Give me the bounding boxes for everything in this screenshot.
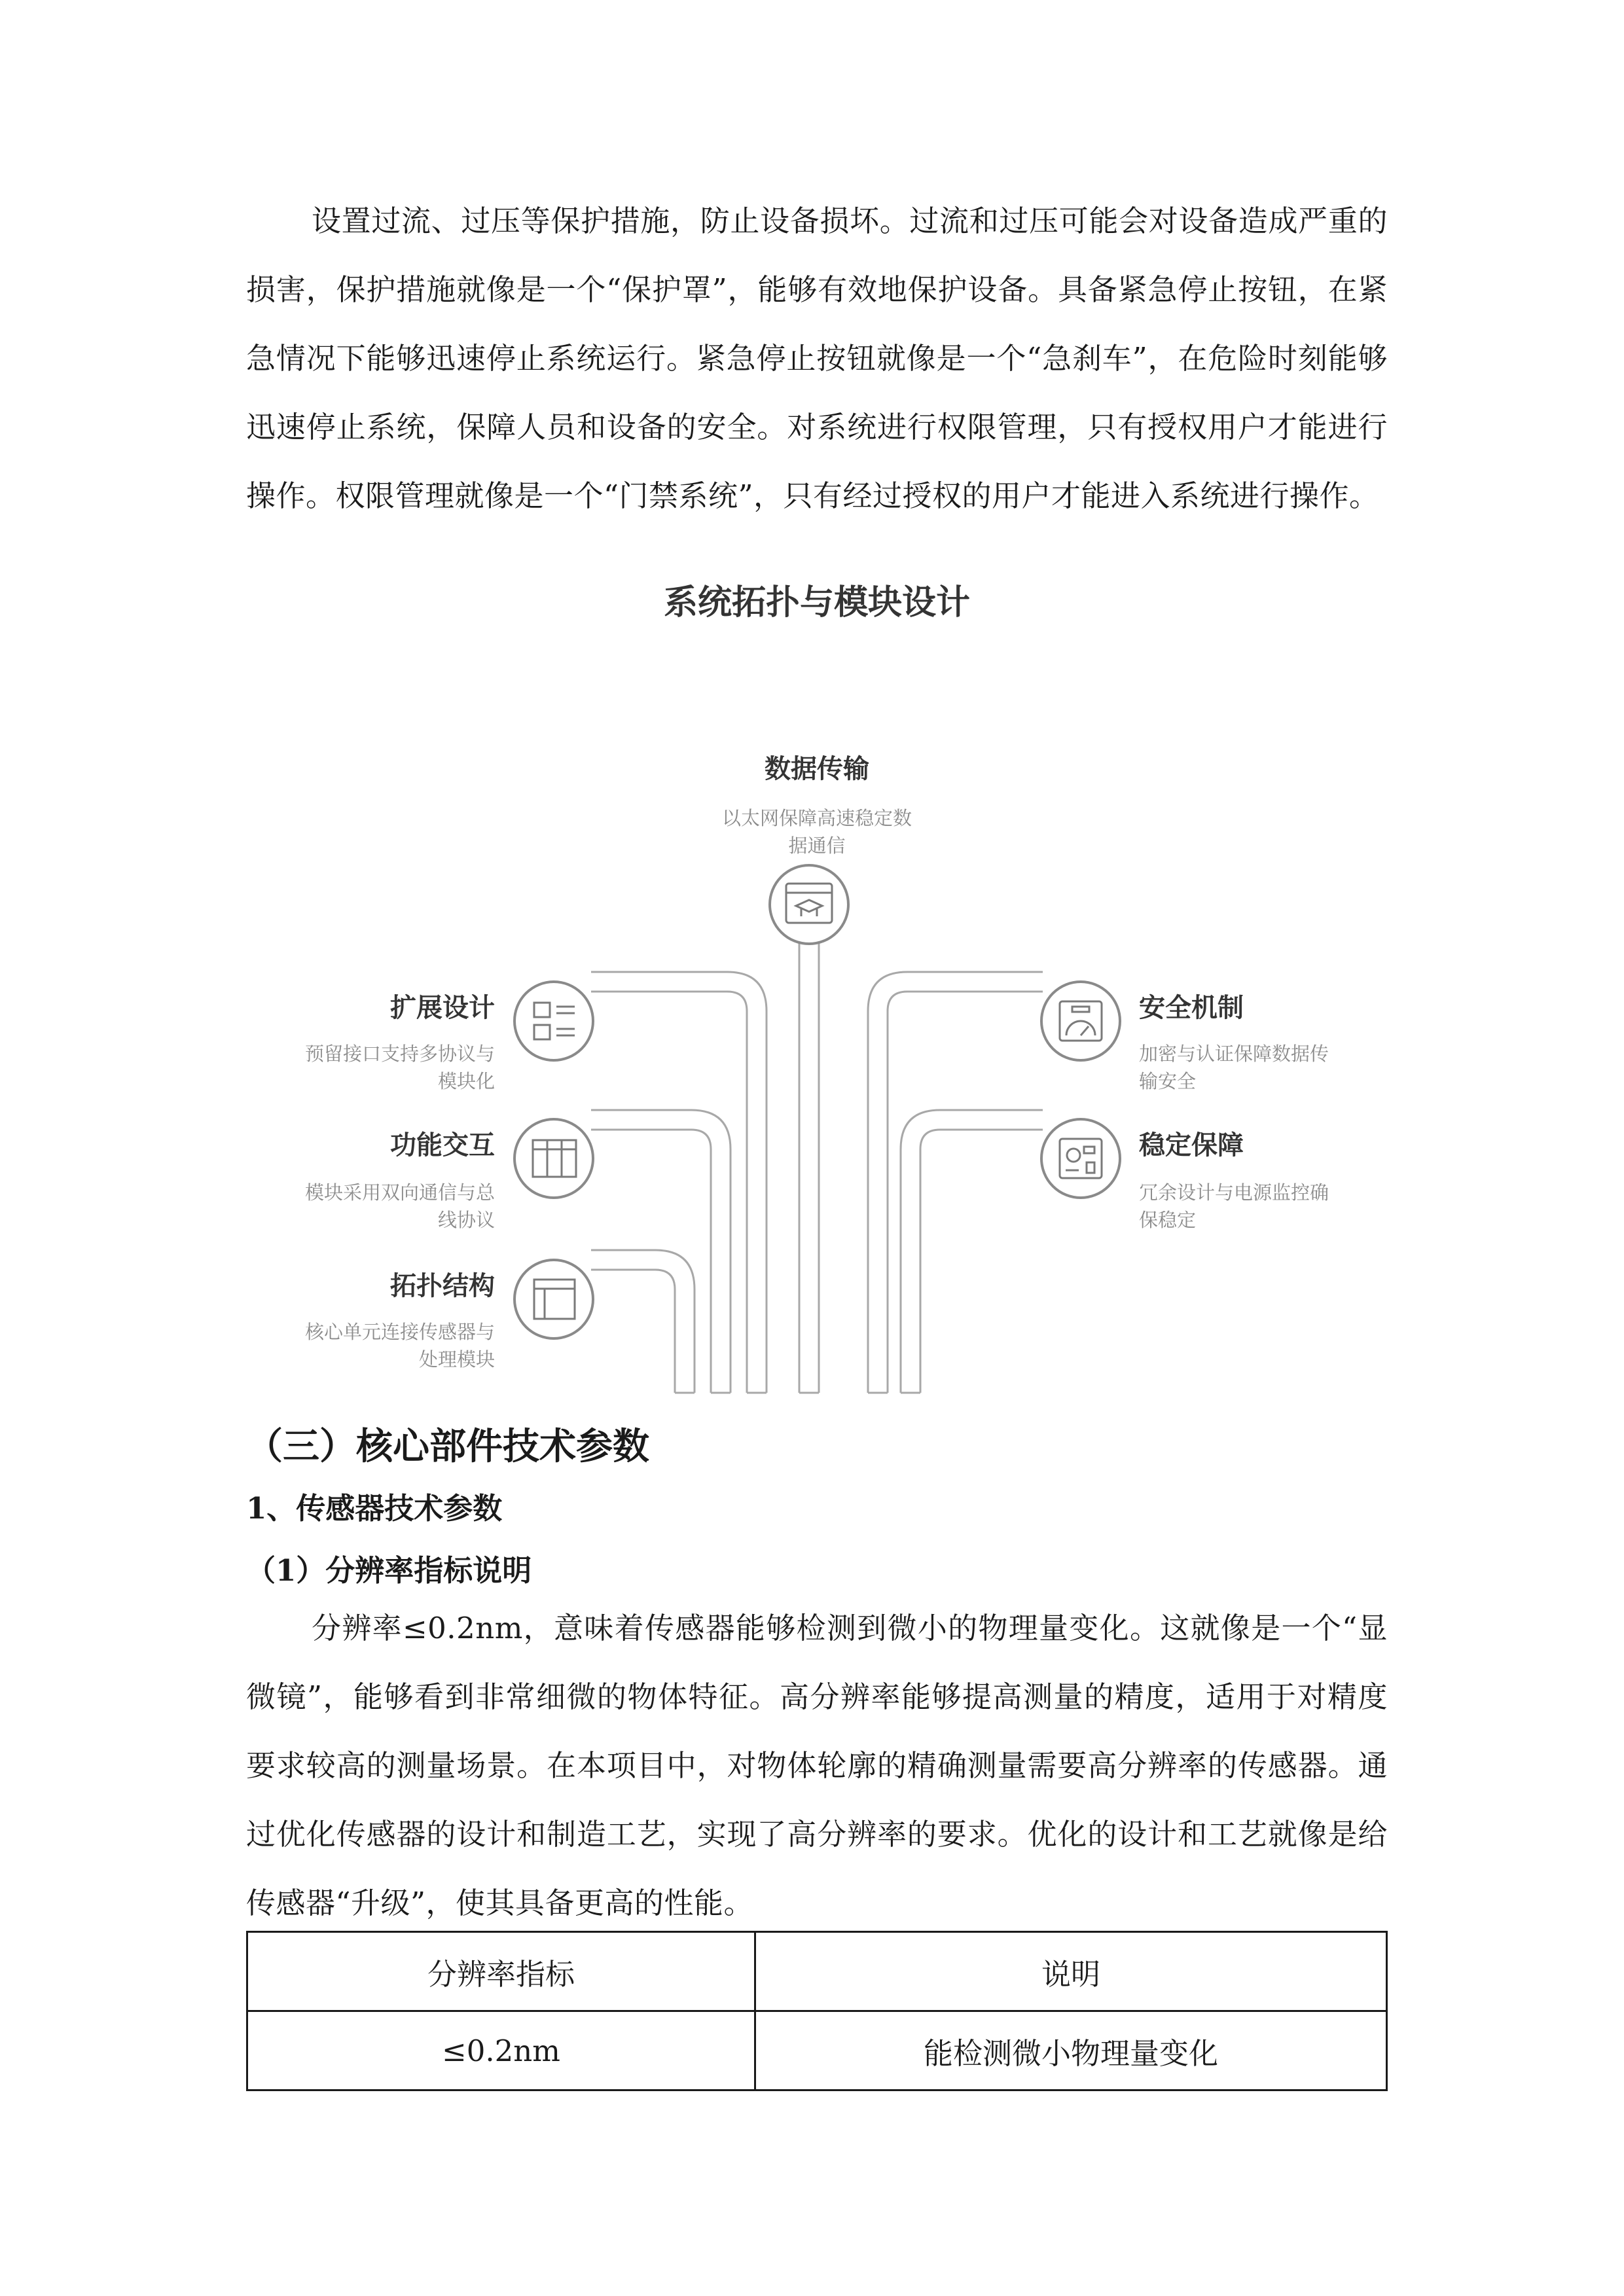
section-heading: （三）核心部件技术参数 <box>246 1425 649 1468</box>
pipe-left-3 <box>591 1250 695 1393</box>
subsubsection-heading: （1）分辨率指标说明 <box>246 1553 532 1588</box>
node-title: 安全机制 <box>1139 993 1244 1023</box>
node-data-transfer <box>722 754 912 944</box>
topology-diagram <box>246 569 1388 1401</box>
node-desc: 线协议 <box>437 1209 495 1231</box>
node-title: 稳定保障 <box>1139 1130 1244 1160</box>
node-title: 扩展设计 <box>390 993 495 1023</box>
node-desc: 加密与认证保障数据传 <box>1139 1043 1329 1065</box>
table-header-cell: 分辨率指标 <box>247 1932 755 2011</box>
node-desc: 核心单元连接传感器与 <box>304 1321 495 1343</box>
paragraph-resolution: 分辨率≤0.2nm，意味着传感器能够检测到微小的物理量变化。这就像是一个“显微镜”，能够看到非常细微的物体特征。高分辨率能够提高测量的精度，适用于对精度要求较高的测量场景。在本项目中，对物体轮廓的精确测量需要高分辨率的传感器。通过优化传感器的设计和制造工艺，实现了高分辨率的要求。优化的设计和工艺就像是给传感器“升级”，使其具备更高的性能。 <box>246 1611 1388 1920</box>
node-function-interaction <box>305 1119 593 1231</box>
node-stability-assurance <box>1041 1119 1329 1231</box>
subsection-heading: 1、传感器技术参数 <box>246 1491 503 1526</box>
node-desc: 以太网保障高速稳定数 <box>721 807 912 829</box>
pipe-right-2 <box>901 1110 1043 1393</box>
table-cell: 能检测微小物理量变化 <box>755 2011 1387 2090</box>
node-title: 拓扑结构 <box>390 1271 495 1301</box>
table-header-cell: 说明 <box>755 1932 1387 2011</box>
pipe-right-1 <box>868 972 1043 1393</box>
node-title: 数据传输 <box>765 754 869 784</box>
node-desc: 保稳定 <box>1139 1209 1197 1231</box>
node-extension-design <box>305 982 593 1092</box>
resolution-table <box>246 1931 1388 2091</box>
pipe-left-2 <box>591 1110 731 1393</box>
node-desc: 据通信 <box>788 834 846 857</box>
table-row <box>247 2011 1387 2090</box>
connector-pipes <box>591 910 1043 1393</box>
pipe-left-1 <box>591 972 767 1393</box>
node-desc: 冗余设计与电源监控确 <box>1139 1181 1329 1204</box>
node-desc: 模块采用双向通信与总 <box>304 1181 495 1204</box>
node-desc: 处理模块 <box>418 1348 495 1371</box>
node-topology-structure <box>305 1260 593 1371</box>
node-desc: 预留接口支持多协议与 <box>304 1043 495 1065</box>
node-desc: 输安全 <box>1139 1070 1197 1092</box>
table-header-row <box>247 1932 1387 2011</box>
paragraph-protection: 设置过流、过压等保护措施，防止设备损坏。过流和过压可能会对设备造成严重的损害，保护措施就像是一个“保护罩”，能够有效地保护设备。具备紧急停止按钮，在紧急情况下能够迅速停止系统运行。紧急停止按钮就像是一个“急刹车”，在危险时刻能够迅速停止系统，保障人员和设备的安全。对系统进行权限管理，只有授权用户才能进行操作。权限管理就像是一个“门禁系统”，只有经过授权的用户才能进入系统进行操作。 <box>246 204 1388 513</box>
node-desc: 模块化 <box>437 1070 495 1092</box>
node-security-mechanism <box>1041 982 1329 1092</box>
diagram-title: 系统拓扑与模块设计 <box>663 583 971 622</box>
node-title: 功能交互 <box>390 1130 495 1160</box>
table-cell: ≤0.2nm <box>247 2011 755 2090</box>
